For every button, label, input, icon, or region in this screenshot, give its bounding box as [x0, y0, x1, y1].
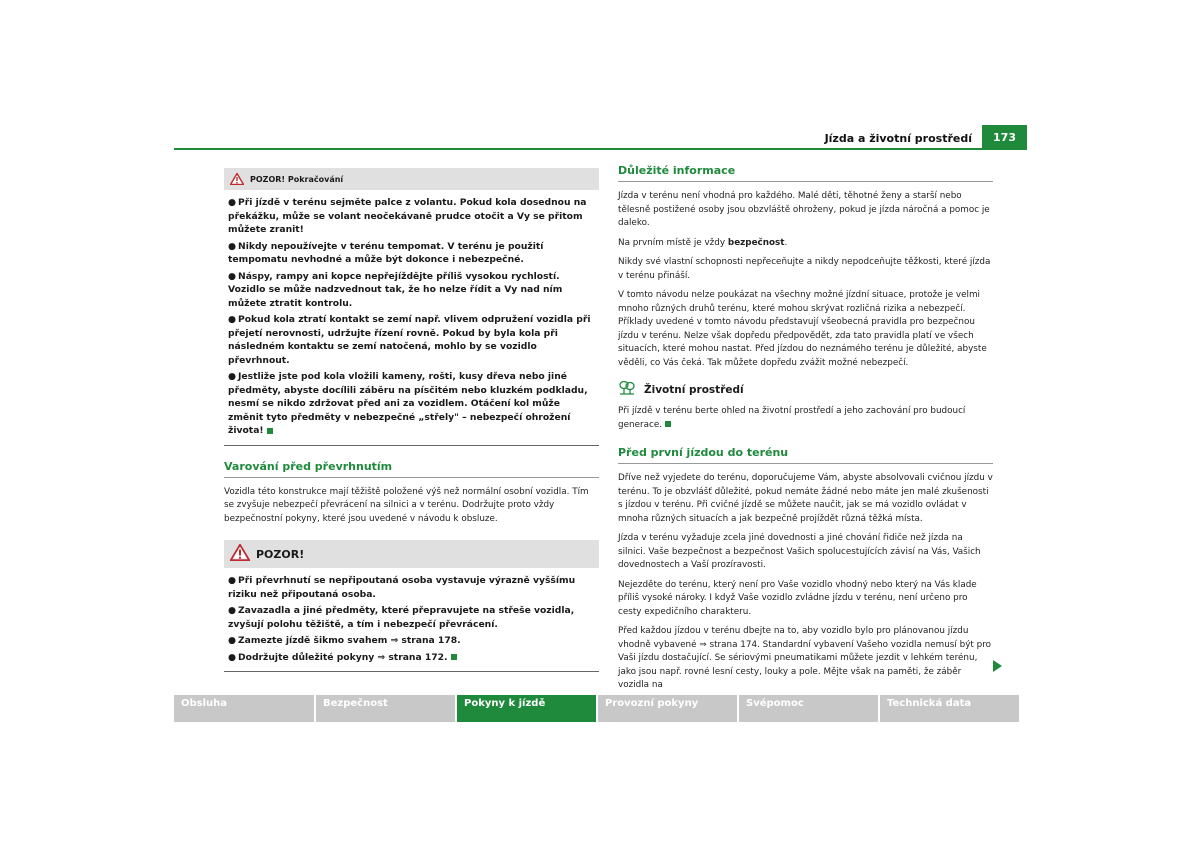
- important-p4: V tomto návodu nelze poukázat na všechny možné jízdní situace, protože je velmi mnoho různých druhů terénu, které mohou skrývat rozličná rizika a nebezpečí. Příklady uvedené v tomto návodu představují všeobecná pravidla pro bezpečnou jízdu v terénu. Nelze však dopředu předpovědět, zda tato pravidla platí ve všech situacích, které mohou nastat. Před jízdou do neznámého terénu je důležité, abyste věděli, co Vás čeká. Tak můžete dopředu zvážit možné nebezpečí.: [618, 290, 987, 368]
- warning-triangle-icon: [230, 544, 250, 565]
- tab-bezpecnost[interactable]: Bezpečnost: [316, 695, 455, 722]
- first-drive-heading: Před první jízdou do terénu: [618, 446, 993, 464]
- warning-label: POZOR!: [256, 547, 305, 561]
- list-item: ● Při převrhnutí se nepřipoutaná osoba vystavuje výrazně vyššímu riziku než připoutaná osoba.: [228, 575, 576, 600]
- warning-header: [224, 540, 599, 568]
- list-item: ● Náspy, rampy ani kopce nepřejíždějte příliš vysokou rychlostí. Vozidlo se může nadzvednout tak, že ho nelze řídit a Vy nad ním můžete ztratit kontrolu.: [228, 270, 563, 309]
- end-marker-icon: [665, 421, 671, 427]
- header-divider: [174, 148, 1027, 150]
- chapter-nav: [174, 695, 1027, 722]
- warning-body: [224, 568, 599, 671]
- warning-continued-label: POZOR! Pokračování: [250, 174, 344, 184]
- environment-heading: [618, 380, 993, 399]
- warning-box: [224, 540, 599, 672]
- environment-text: Při jízdě v terénu berte ohled na životní prostředí a jeho zachování pro budoucí generace.: [618, 406, 966, 430]
- first-drive-p4: Před každou jízdou v terénu dbejte na to, aby vozidlo bylo pro plánovanou jízdu vhodně vybavené ⇒ strana 174. Standardní vybavení Vašeho vozidla nemusí být pro Vaši jízdu dostačující. Se sériovými pneumatikami můžete jezdit v lehkém terénu, jako jsou např. rovné lesní cesty, louky a pole. Mějte však na paměti, že záběr vozidla na: [618, 626, 992, 690]
- tab-obsluha[interactable]: Obsluha: [174, 695, 314, 722]
- rollover-heading: Varování před převrhnutím: [224, 460, 599, 478]
- end-marker-icon: [267, 428, 273, 434]
- left-column: [224, 168, 599, 672]
- warning-continued-body: [224, 190, 599, 445]
- list-item: ● Pokud kola ztratí kontakt se zemí např. vlivem odpružení vozidla při přejetí nerovnosti, udržujte řízení rovně. Pokud by byla kola při následném kontaktu se zemí natočená, mohlo by se vozidlo převrhnout.: [228, 314, 591, 366]
- tab-provozni-pokyny[interactable]: Provozní pokyny: [598, 695, 737, 722]
- warning-triangle-icon: [230, 170, 244, 189]
- tab-pokyny-k-jizde[interactable]: Pokyny k jízdě: [457, 695, 596, 722]
- first-drive-p2: Jízda v terénu vyžaduje zcela jiné dovednosti a jiné chování řidiče než jízda na silnici. Vaše bezpečnost a bezpečnost Vašich spolucestujících závisí na Vás, Vašich dovednostech a Vaší prozíravosti.: [618, 533, 981, 570]
- end-marker-icon: [451, 654, 457, 660]
- list-item: ● Zamezte jízdě šikmo svahem ⇒ strana 178.: [228, 635, 461, 646]
- list-item: ● Při jízdě v terénu sejměte palce z volantu. Pokud kola dosednou na překážku, může se volant neočekávaně prudce otočit a Vy se přitom můžete zranit!: [228, 197, 587, 235]
- tab-technicka-data[interactable]: Technická data: [880, 695, 1019, 722]
- warning-continued-box: [224, 168, 599, 446]
- environment-icon: [618, 380, 636, 399]
- warning-continued-header: [224, 168, 599, 190]
- tab-svepomoc[interactable]: Svépomoc: [739, 695, 878, 722]
- rollover-text: Vozidla této konstrukce mají těžiště položené výš než normální osobní vozidla. Tím se zvyšuje nebezpečí převrácení na silnici a v terénu. Dodržujte proto vždy bezpečnostní pokyny, které jsou uvedené v návodu k obsluze.: [224, 486, 589, 524]
- list-item: ● Dodržujte důležité pokyny ⇒ strana 172.: [228, 651, 595, 665]
- list-item: ● Nikdy nepoužívejte v terénu tempomat. V terénu je použití tempomatu nevhodné a může být dokonce i nebezpečné.: [228, 240, 544, 265]
- environment-title: Životní prostředí: [644, 383, 744, 396]
- first-drive-p1: Dříve než vyjedete do terénu, doporučujeme Vám, abyste absolvovali cvičnou jízdu v terénu. To je obzvlášť důležité, pokud nemáte žádné nebo máte jen malé zkušenosti s jízdou v terénu. Při cvičné jízdě se můžete naučit, jak se má vozidlo ovládat v mnoha různých situacích a jak bezpečně projíždět různá těžká místa.: [618, 473, 993, 524]
- page-number: 173: [982, 125, 1027, 150]
- first-drive-p3: Nejezděte do terénu, který není pro Vaše vozidlo vhodný nebo který na Vás klade příliš vysoké nároky. I když Vaše vozidlo zvládne jízdu v terénu, není určeno pro cesty expedičního charakteru.: [618, 579, 977, 617]
- important-p3: Nikdy své vlastní schopnosti nepřeceňujte a nikdy nepodceňujte těžkosti, které jízda v terénu přináší.: [618, 257, 991, 281]
- list-item: ● Zavazadla a jiné předměty, které přepravujete na střeše vozidla, zvyšují polohu těžiště, a tím i nebezpečí převrácení.: [228, 605, 575, 630]
- list-item: ● Jestliže jste pod kola vložili kameny, rošti, kusy dřeva nebo jiné předměty, abyste docílili záběru na písčitém nebo kluzkém podkladu, nesmí se nikdo zdržovat před ani za vozidlem. Otáčení kol může změnit tyto předměty v nebezpečné „střely" – nebezpečí ohrožení života!: [228, 371, 588, 436]
- section-title: Jízda a životní prostředí: [824, 132, 972, 145]
- right-column: [618, 164, 993, 699]
- important-p2: Na prvním místě je vždy bezpečnost.: [618, 237, 788, 248]
- important-p1: Jízda v terénu není vhodná pro každého. Malé děti, těhotné ženy a starší nebo tělesně postižené osoby jsou obzvláště ohroženy, pokud je jízda náročná a pomoc je daleko.: [618, 191, 990, 228]
- continue-arrow-icon: [993, 660, 1002, 672]
- important-heading: Důležité informace: [618, 164, 993, 182]
